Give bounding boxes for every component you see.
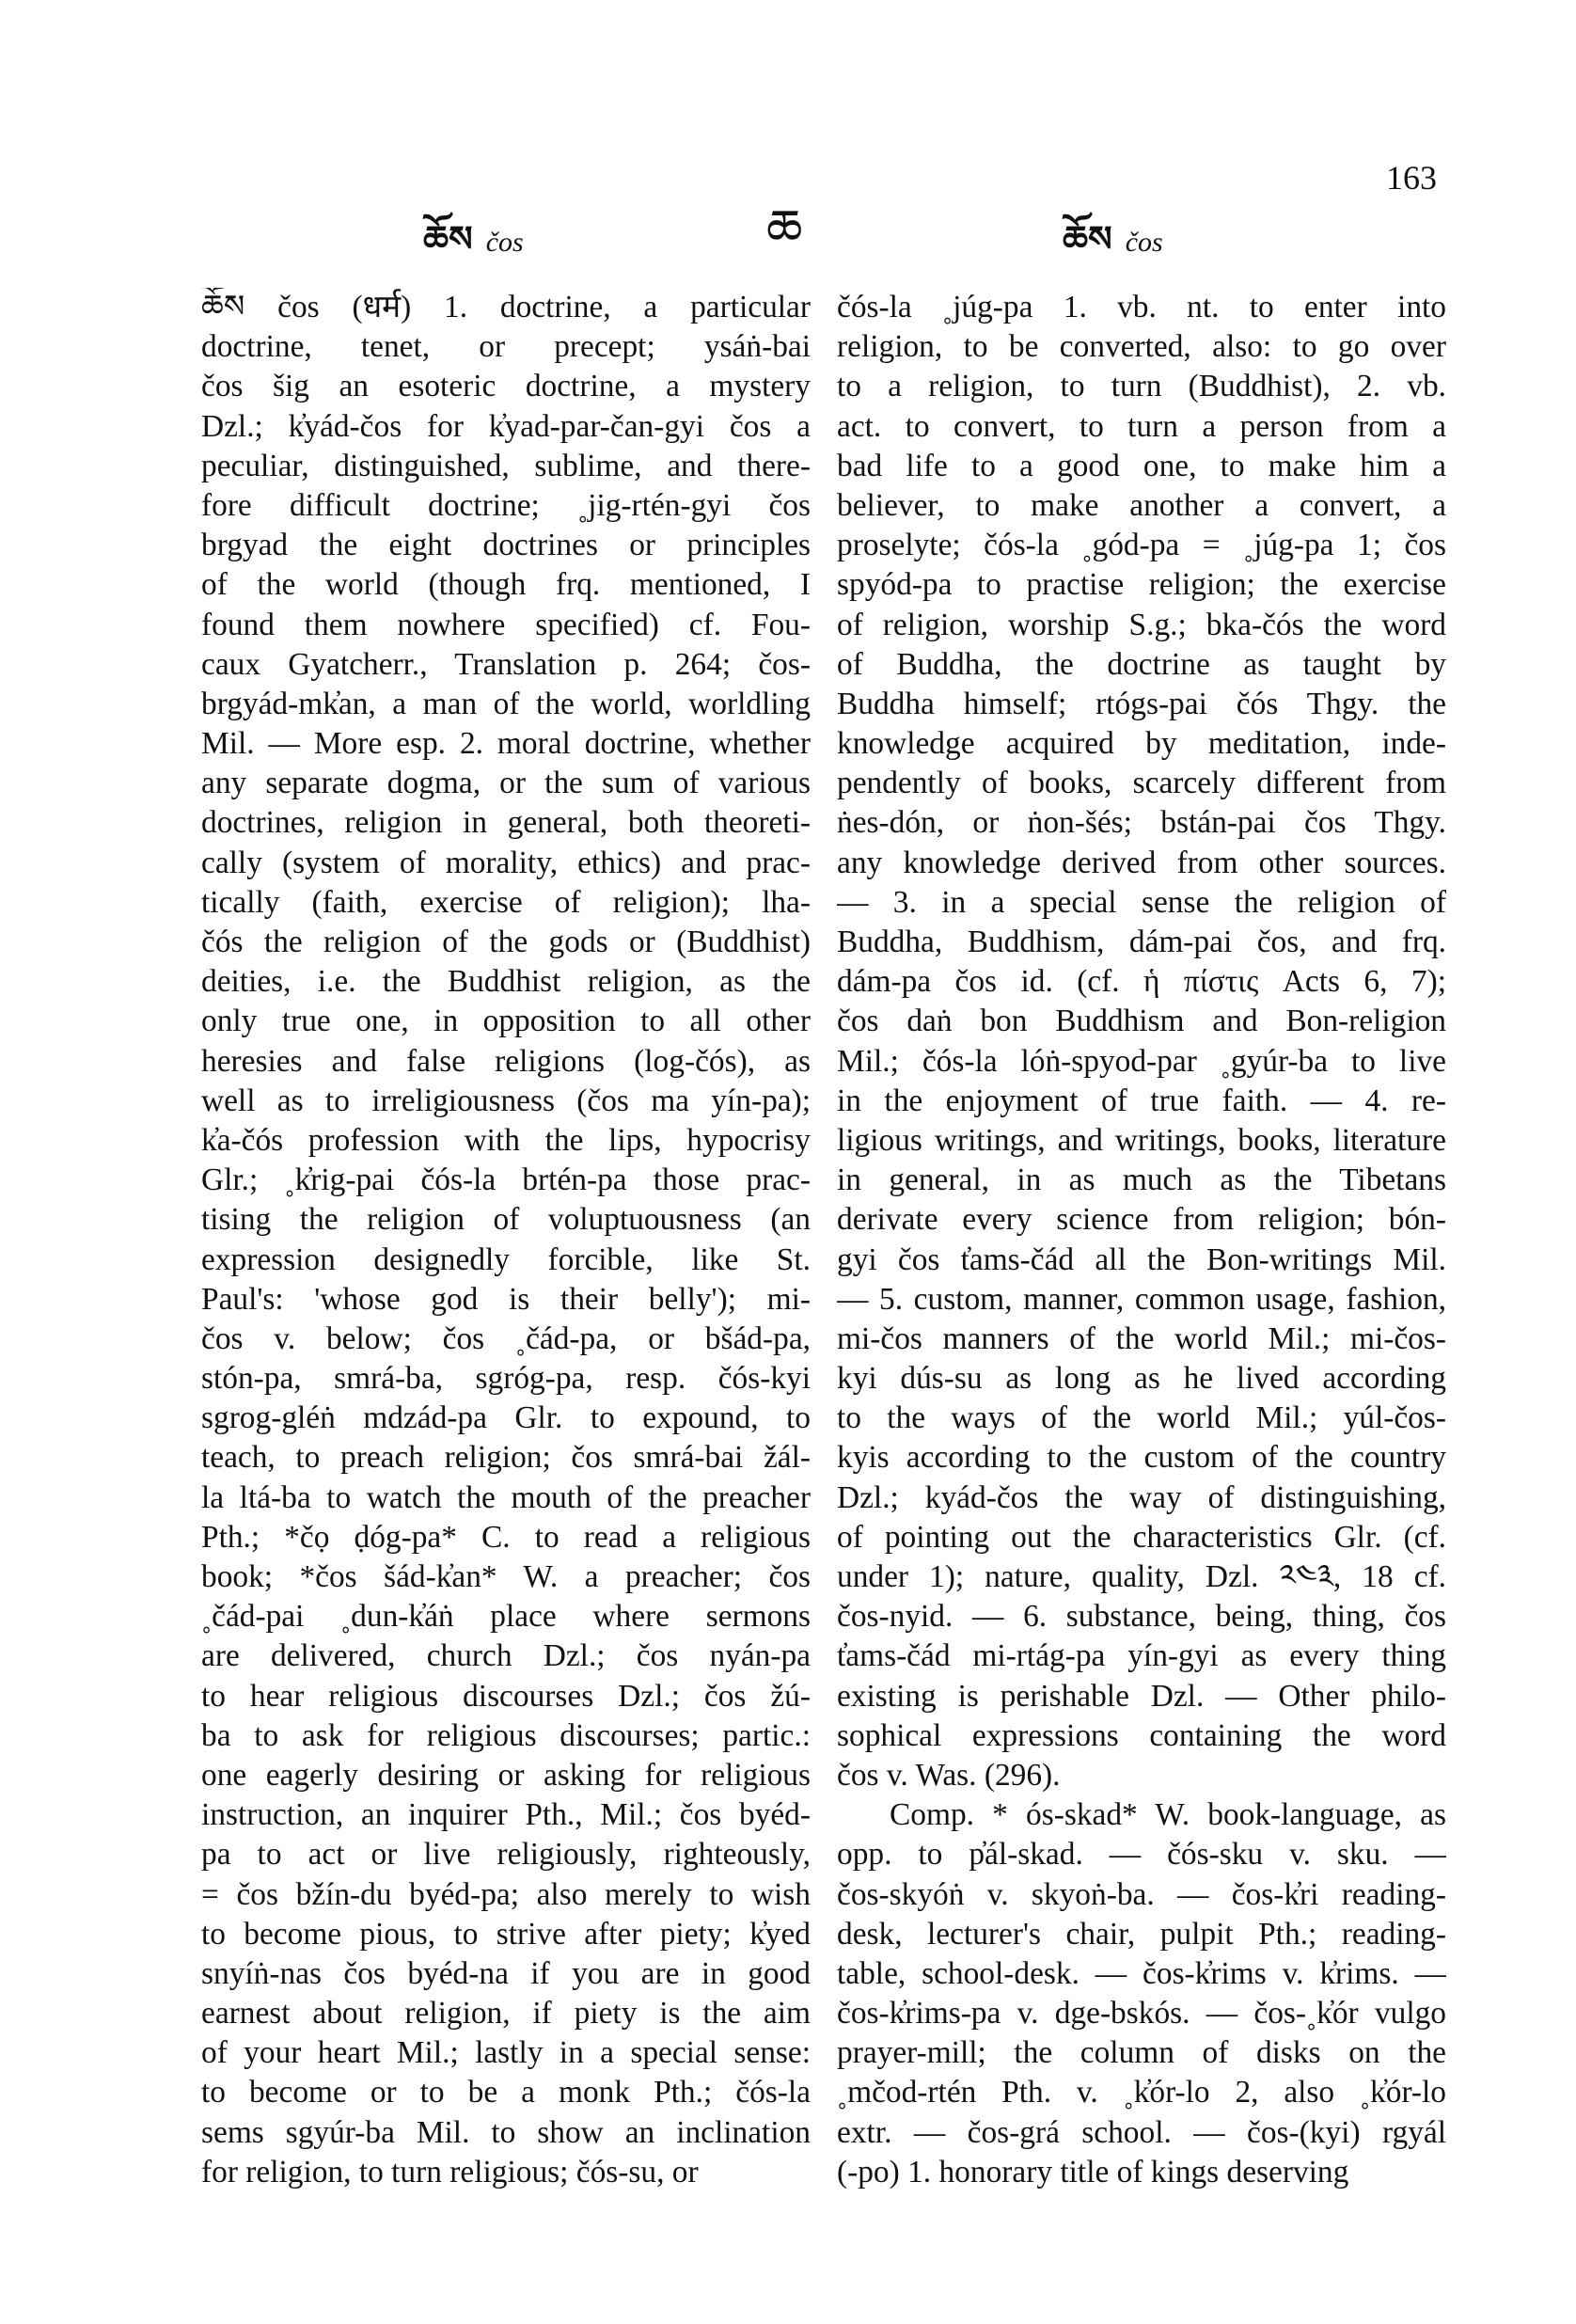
text-line: to a religion, to turn (Buddhist), 2. vb.: [837, 369, 1446, 404]
text-line: ˳mčod-rtén Pth. v. ˳k̓ór-lo 2, also ˳k̓ór-lo: [837, 2075, 1446, 2111]
text-line: Dzl.; k̓yád-čos for k̓yad-par-čan-gyi čos a: [201, 408, 811, 444]
text-line: sgrog-gléṅ mdzád-pa Glr. to expound, to: [201, 1400, 811, 1436]
text-line: only true one, in opposition to all other: [201, 1004, 811, 1039]
text-line: deities, i.e. the Buddhist religion, as the: [201, 964, 811, 1000]
text-line: doctrines, religion in general, both theoreti-: [201, 805, 811, 841]
text-line: Dzl.; kyád-čos the way of distinguishing,: [837, 1479, 1446, 1515]
text-line: čos šig an esoteric doctrine, a mystery: [201, 369, 811, 404]
text-line: mi-čos manners of the world Mil.; mi-čos-: [837, 1320, 1446, 1356]
text-line: čos v. Was. (296).: [837, 1757, 1061, 1793]
text-line: stón-pa, smrá-ba, sgróg-pa, resp. čós-kyi: [201, 1361, 811, 1397]
text-line: snyíṅ-nas čos byéd-na if you are in good: [201, 1955, 811, 1991]
text-line: believer, to make another a convert, a: [837, 487, 1446, 523]
text-line: to the ways of the world Mil.; yúl-čos-: [837, 1400, 1446, 1436]
text-line: brgyad the eight doctrines or principles: [201, 528, 811, 563]
text-line: — 3. in a special sense the religion of: [837, 884, 1446, 920]
running-head-left: [423, 199, 524, 300]
text-line: peculiar, distinguished, sublime, and there-: [201, 448, 811, 483]
text-line: table, school-desk. — čos-k̓rims v. k̓rims. —: [837, 1955, 1446, 1991]
text-line: čos-k̓rims-pa v. dge-bskós. — čos-˳k̓ór vulgo: [837, 1996, 1446, 2032]
running-head-right-tibetan: ཆོས: [1063, 218, 1112, 260]
text-line: religion, to be converted, also: to go over: [837, 329, 1446, 365]
text-line: extr. — čos-grá school. — čos-(kyi) rgyál: [837, 2114, 1446, 2150]
text-line: caux Gyatcherr., Translation p. 264; čos-: [201, 646, 811, 682]
text-line: Mil.; čós-la lóṅ-spyod-par ˳gyúr-ba to live: [837, 1043, 1446, 1079]
right-column: [837, 288, 1446, 2192]
text-line: ba to ask for religious discourses; partic.:: [201, 1717, 811, 1753]
text-line: of religion, worship S.g.; bka-čós the word: [837, 607, 1446, 642]
text-line: sophical expressions containing the word: [837, 1717, 1446, 1753]
text-line: čos-skyóṅ v. skyoṅ-ba. — čos-k̓ri reading-: [837, 1876, 1446, 1912]
text-line: tically (faith, exercise of religion); lha-: [201, 884, 811, 920]
text-line: Comp. * ós-skad* W. book-language, as: [890, 1797, 1446, 1833]
text-line: well as to irreligiousness (čos ma yín-pa);: [201, 1083, 811, 1118]
text-line: instruction, an inquirer Pth., Mil.; čos byéd-: [201, 1797, 811, 1833]
text-line: Paul's: 'whose god is their belly'); mi-: [201, 1281, 811, 1317]
text-line: čós the religion of the gods or (Buddhist): [201, 925, 811, 959]
text-line: spyód-pa to practise religion; the exercise: [837, 567, 1446, 603]
text-line: book; *čos šád-k̓an* W. a preacher; čos: [201, 1559, 811, 1594]
text-line: pa to act or live religiously, righteously,: [201, 1837, 811, 1873]
text-line: = čos bžín-du byéd-pa; also merely to wish: [201, 1876, 811, 1912]
text-line: proselyte; čós-la ˳gód-pa = ˳júg-pa 1; čos: [837, 528, 1446, 563]
text-line: la ltá-ba to watch the mouth of the preacher: [201, 1479, 811, 1515]
text-line: Glr.; ˳k̓rig-pai čós-la brtén-pa those prac-: [201, 1162, 811, 1198]
text-line: in general, in as much as the Tibetans: [837, 1162, 1446, 1198]
text-line: act. to convert, to turn a person from a: [837, 408, 1446, 444]
text-line: to become or to be a monk Pth.; čós-la: [201, 2075, 811, 2111]
text-line: pendently of books, scarcely different from: [837, 766, 1446, 801]
text-line: heresies and false religions (log-čós), as: [201, 1043, 811, 1079]
text-line: Buddha himself; rtógs-pai čós Thgy. the: [837, 686, 1446, 721]
text-line: knowledge acquired by meditation, inde-: [837, 726, 1446, 762]
text-line: kyis according to the custom of the country: [837, 1440, 1446, 1476]
text-line: kyi dús-su as long as he lived according: [837, 1361, 1446, 1397]
text-line: k̓a-čós profession with the lips, hypocrisy: [201, 1122, 811, 1158]
text-line: are delivered, church Dzl.; čos nyán-pa: [201, 1638, 811, 1674]
running-head-left-transliteration: čos: [485, 227, 524, 258]
text-line: of pointing out the characteristics Glr. (cf.: [837, 1519, 1446, 1555]
left-column: [201, 288, 811, 2192]
text-line: tising the religion of voluptuousness (an: [201, 1202, 811, 1238]
text-line: dám-pa čos id. (cf. ἡ πίστις Acts 6, 7);: [837, 964, 1446, 1000]
text-line: gyi čos t̓ams-čád all the Bon-writings Mil.: [837, 1241, 1446, 1277]
text-line: desk, lecturer's chair, pulpit Pth.; reading-: [837, 1916, 1446, 1952]
section-letter: ཆ: [766, 198, 803, 258]
text-line: čós-la ˳júg-pa 1. vb. nt. to enter into: [837, 290, 1446, 324]
text-line: prayer-mill; the column of disks on the: [837, 2035, 1446, 2071]
running-head-left-tibetan: ཆོས: [423, 218, 473, 260]
running-head-right: [1063, 199, 1163, 300]
text-line: teach, to preach religion; čos smrá-bai žál-: [201, 1440, 811, 1476]
text-line: ˳čád-pai ˳dun-k̓áṅ place where sermons: [201, 1599, 811, 1635]
text-line: earnest about religion, if piety is the aim: [201, 1996, 811, 2032]
text-line: opp. to p̓ál-skad. — čós-sku v. sku. —: [837, 1837, 1446, 1873]
text-line: one eagerly desiring or asking for religious: [201, 1757, 811, 1793]
text-line: under 1); nature, quality, Dzl. ༢༤༣, 18 cf.: [837, 1559, 1446, 1594]
text-line: in the enjoyment of true faith. — 4. re-: [837, 1083, 1446, 1118]
text-line: to become pious, to strive after piety; k̓yed: [201, 1916, 811, 1952]
text-line: brgyád-mk̓an, a man of the world, worldling: [201, 686, 811, 721]
text-line: expression designedly forcible, like St.: [201, 1241, 811, 1277]
text-line: — 5. custom, manner, common usage, fashion,: [837, 1281, 1446, 1317]
text-line: Buddha, Buddhism, dám-pai čos, and frq.: [837, 925, 1446, 959]
text-line: ligious writings, and writings, books, literature: [837, 1122, 1446, 1158]
text-line: čos daṅ bon Buddhism and Bon-religion: [837, 1004, 1446, 1039]
text-line: derivate every science from religion; bón-: [837, 1202, 1446, 1238]
text-line: for religion, to turn religious; čós-su, or: [201, 2154, 699, 2190]
text-line: cally (system of morality, ethics) and prac-: [201, 845, 811, 880]
text-line: t̓ams-čád mi-rtág-pa yín-gyi as every thing: [837, 1638, 1446, 1674]
text-line: doctrine, tenet, or precept; ysáṅ-bai: [201, 329, 811, 365]
text-line: ཆོས čos (धर्म) 1. doctrine, a particular: [201, 290, 811, 324]
text-line: any separate dogma, or the sum of various: [201, 766, 811, 801]
text-line: of your heart Mil.; lastly in a special sense:: [201, 2035, 811, 2071]
page-number: 163: [1386, 159, 1437, 197]
text-line: sems sgyúr-ba Mil. to show an inclination: [201, 2114, 811, 2150]
text-line: ṅes-dón, or ṅon-šés; bstán-pai čos Thgy.: [837, 805, 1446, 841]
text-line: bad life to a good one, to make him a: [837, 448, 1446, 483]
running-head-right-transliteration: čos: [1125, 227, 1163, 258]
text-line: to hear religious discourses Dzl.; čos žú-: [201, 1678, 811, 1714]
text-line: (-po) 1. honorary title of kings deserving: [837, 2154, 1349, 2190]
text-line: found them nowhere specified) cf. Fou-: [201, 607, 811, 642]
text-line: Mil. — More esp. 2. moral doctrine, whether: [201, 726, 811, 762]
text-line: čos v. below; čos ˳čád-pa, or bšád-pa,: [201, 1320, 811, 1356]
text-line: existing is perishable Dzl. — Other philo-: [837, 1678, 1446, 1714]
text-line: of Buddha, the doctrine as taught by: [837, 646, 1446, 682]
text-line: any knowledge derived from other sources.: [837, 845, 1446, 880]
text-line: čos-nyid. — 6. substance, being, thing, čos: [837, 1599, 1446, 1635]
text-line: of the world (though frq. mentioned, I: [201, 567, 811, 603]
text-line: Pth.; *čọ ḍóg-pa* C. to read a religious: [201, 1519, 811, 1555]
text-line: fore difficult doctrine; ˳jig-rtén-gyi čos: [201, 487, 811, 523]
